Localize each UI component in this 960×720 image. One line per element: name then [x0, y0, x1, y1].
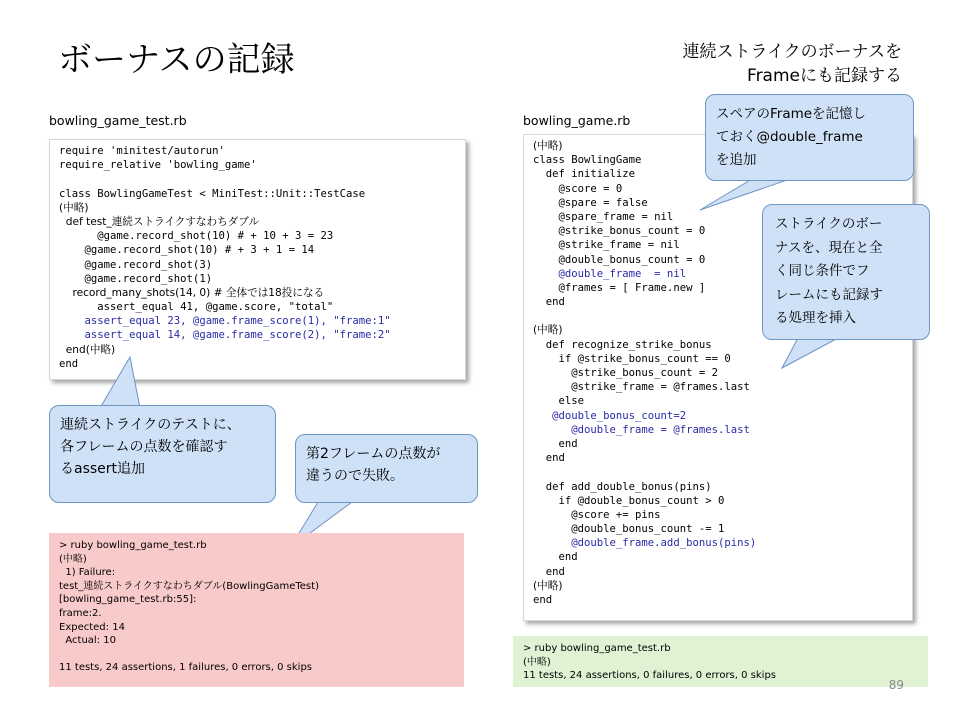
code-line: assert_equal 14, @game.frame_score(2), "frame:2": [59, 329, 391, 342]
callout-line: を追加: [716, 152, 757, 168]
callout-line: ストライクのボー: [775, 216, 883, 232]
callout-line: スペアのFrameを記憶し: [716, 106, 867, 122]
code-line: @spare_frame = nil: [533, 210, 674, 223]
console-line: (中略): [523, 656, 551, 668]
code-line: @strike_frame = @frames.last: [533, 381, 750, 394]
code-line: require_relative 'bowling_game': [59, 159, 257, 172]
callout-line: ナスを、現在と全: [775, 239, 883, 256]
code-line: @double_bonus_count -= 1: [533, 523, 725, 536]
page-number: 89: [888, 678, 904, 692]
console-line: 11 tests, 24 assertions, 1 failures, 0 errors, 0 skips: [59, 662, 313, 674]
code-line: require 'minitest/autorun': [59, 145, 225, 157]
callout-line: レームにも記録す: [775, 286, 883, 303]
console-line: frame:2.: [59, 607, 102, 619]
code-line: @strike_bonus_count = 2: [533, 367, 718, 379]
code-line: @game.record_shot(3): [59, 258, 213, 271]
code-line: @double_bonus_count = 0: [533, 253, 706, 266]
code-line: @game.record_shot(10) # + 10 + 3 = 23: [59, 230, 334, 243]
callout-line: 各フレームの点数を確認す: [60, 439, 228, 455]
code-line: @game.record_shot(10) # + 3 + 1 = 14: [59, 244, 315, 257]
code-line: end: [533, 594, 553, 606]
callout-tail-test-assert: [100, 357, 140, 408]
code-line: @score += pins: [533, 508, 661, 521]
code-line: (中略): [533, 579, 563, 592]
console-line: test_連続ストライクすなわちダブル(BowlingGameTest): [59, 580, 319, 592]
console-line: 1) Failure:: [59, 567, 116, 579]
code-line: assert_equal 23, @game.frame_score(1), "frame:1": [59, 315, 391, 328]
callout-tail-strike-bonus: [782, 338, 838, 368]
callout-line: く同じ条件でフ: [775, 263, 870, 279]
code-line: else: [533, 395, 585, 408]
code-line: end: [533, 296, 565, 309]
console-line: > ruby bowling_game_test.rb: [59, 540, 207, 551]
callout-line: ておく@double_frame: [716, 129, 863, 145]
code-line: @double_frame = @frames.last: [533, 423, 750, 436]
code-line: @double_frame.add_bonus(pins): [533, 537, 757, 550]
console-line: Actual: 10: [59, 635, 116, 647]
code-line: class BowlingGameTest < MiniTest::Unit::TestCase: [59, 187, 366, 200]
code-line: end: [533, 565, 565, 578]
code-line: if @strike_bonus_count == 0: [533, 352, 731, 365]
code-line: end: [533, 452, 565, 465]
callout-spare-frame: [705, 94, 914, 181]
callout-test-assert: [49, 405, 276, 503]
console-line: [bowling_game_test.rb:55]:: [59, 594, 197, 606]
code-line: @strike_frame = nil: [533, 239, 680, 252]
callout-strike-bonus: [762, 204, 930, 340]
code-line: (中略): [59, 201, 89, 214]
subtitle-line: 連続ストライクのボーナスを: [682, 42, 902, 62]
callout-line: 第2フレームの点数が: [306, 446, 441, 462]
impl-file-name: bowling_game.rb: [523, 113, 631, 128]
console-line: 11 tests, 24 assertions, 0 failures, 0 errors, 0 skips: [523, 670, 777, 682]
code-line: end: [59, 357, 79, 370]
console-line: (中略): [59, 553, 87, 565]
code-line: def test_連続ストライクすなわちダブル: [59, 215, 260, 228]
callout-fail-reason: [295, 434, 478, 503]
code-line: def initialize: [533, 168, 636, 181]
test-output-failure: [49, 533, 464, 687]
code-line: @double_frame = nil: [533, 267, 687, 280]
code-line: @frames = [ Frame.new ]: [533, 281, 706, 294]
code-line: @game.record_shot(1): [59, 272, 213, 285]
code-line: record_many_shots(14, 0) # 全体では18投になる: [59, 286, 325, 299]
code-line: @double_bonus_count=2: [533, 409, 687, 422]
code-line: @score = 0: [533, 182, 623, 195]
code-line: assert_equal 41, @game.score, "total": [59, 301, 334, 314]
code-line: @spare = false: [533, 196, 648, 209]
console-line: [59, 648, 454, 662]
code-line: @strike_bonus_count = 0: [533, 225, 706, 238]
callout-line: 違うので失敗。: [306, 468, 404, 484]
code-line: (中略): [533, 324, 563, 337]
callout-line: るassert追加: [60, 461, 146, 477]
code-line: end: [533, 551, 578, 564]
code-line: def add_double_bonus(pins): [533, 480, 712, 493]
code-line: end: [533, 437, 578, 450]
callout-line: 連続ストライクのテストに、: [60, 417, 241, 433]
code-line: (中略): [533, 140, 563, 152]
test-file-name: bowling_game_test.rb: [49, 113, 187, 128]
code-line: if @double_bonus_count > 0: [533, 494, 725, 507]
console-line: Expected: 14: [59, 621, 125, 633]
code-line: def recognize_strike_bonus: [533, 338, 712, 351]
code-line: class BowlingGame: [533, 154, 642, 167]
callout-line: る処理を挿入: [775, 310, 856, 326]
test-output-success: [513, 636, 928, 687]
slide-title: ボーナスの記録: [58, 40, 295, 80]
subtitle-line: Frameにも記録する: [747, 66, 902, 86]
code-line: end(中略): [59, 343, 116, 356]
console-line: > ruby bowling_game_test.rb: [523, 643, 671, 654]
